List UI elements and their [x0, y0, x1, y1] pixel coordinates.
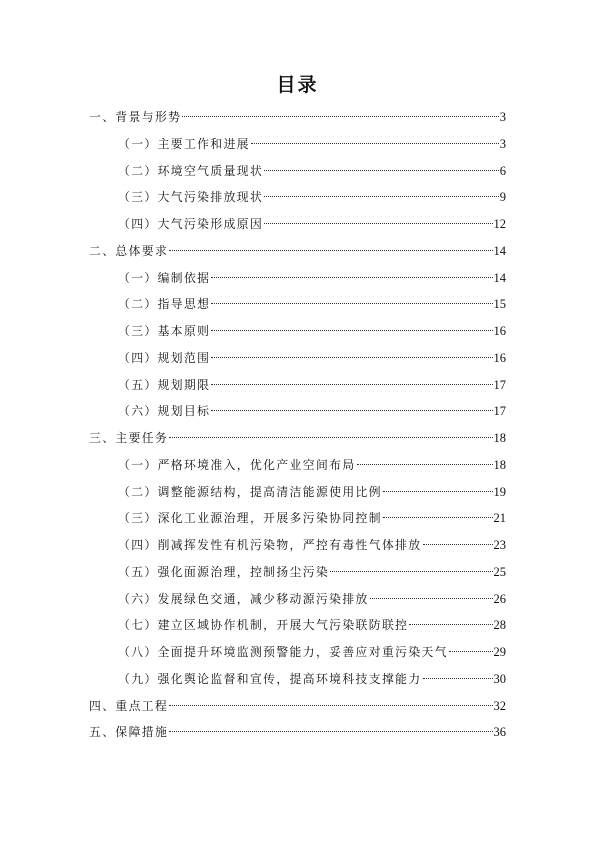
toc-entry[interactable]	[118, 586, 506, 612]
toc-entry[interactable]	[118, 131, 506, 157]
toc-dot-leader	[383, 517, 493, 518]
toc-entry-page-number: 29	[493, 645, 506, 659]
toc-entry[interactable]	[118, 291, 506, 317]
toc-dot-leader	[423, 678, 493, 679]
toc-entry-label: （一）主要工作和进展	[118, 136, 250, 151]
toc-entry-page-number: 17	[493, 377, 506, 392]
toc-entry-page-number: 32	[493, 698, 506, 713]
toc-entry[interactable]	[118, 398, 506, 424]
toc-entry[interactable]	[89, 425, 506, 451]
toc-entry[interactable]	[118, 532, 506, 558]
toc-entry-page-number: 17	[493, 404, 506, 419]
toc-entry-label: （八）全面提升环境监测预警能力，妥善应对重污染天气	[118, 645, 448, 659]
toc-entry-page-number: 15	[493, 297, 506, 312]
toc-dot-leader	[211, 384, 492, 385]
toc-entry-label: （六）发展绿色交通，减少移动源污染排放	[118, 591, 369, 606]
toc-entry-page-number: 14	[493, 243, 506, 258]
toc-entry-page-number: 36	[493, 725, 506, 740]
toc-dot-leader	[423, 544, 493, 545]
toc-dot-leader	[211, 410, 492, 411]
toc-entry-label: 五、保障措施	[89, 725, 169, 740]
toc-entry[interactable]	[118, 345, 506, 371]
toc-entry[interactable]	[118, 318, 506, 344]
toc-entry-label: （三）深化工业源治理，开展多污染协同控制	[118, 511, 382, 526]
toc-dot-leader	[211, 277, 492, 278]
page-title: 目录	[276, 74, 319, 96]
toc-entry-label: 四、重点工程	[89, 698, 169, 713]
toc-entry-label: （九）强化舆论监督和宣传，提高环境科技支撑能力	[118, 671, 422, 686]
toc-dot-leader	[251, 143, 499, 144]
toc-entry-page-number: 23	[493, 538, 506, 552]
toc-dot-leader	[409, 624, 492, 625]
toc-entry-page-number: 6	[499, 163, 506, 178]
toc-dot-leader	[211, 303, 492, 304]
toc-entry-label: （三）基本原则	[118, 324, 211, 338]
toc-entry-label: （五）规划期限	[118, 377, 211, 392]
toc-entry-page-number: 14	[493, 270, 506, 285]
toc-entry-label: （二）环境空气质量现状	[118, 163, 264, 178]
toc-entry[interactable]	[118, 265, 506, 291]
toc-entry[interactable]	[118, 559, 506, 585]
toc-entry-label: （四）削减挥发性有机污染物，严控有毒性气体排放	[118, 538, 422, 552]
toc-dot-leader	[449, 651, 493, 652]
toc-entry-page-number: 18	[493, 457, 506, 472]
toc-entry-page-number: 18	[493, 431, 506, 445]
toc-dot-leader	[211, 357, 492, 358]
toc-entry-label: （二）指导思想	[118, 297, 211, 312]
toc-entry[interactable]	[118, 612, 506, 638]
toc-entry-page-number: 26	[493, 591, 506, 606]
toc-entry-page-number: 19	[493, 484, 506, 499]
toc-entry-label: （四）大气污染形成原因	[118, 217, 264, 231]
toc-entry-page-number: 28	[493, 618, 506, 633]
toc-dot-leader	[169, 705, 492, 706]
toc-entry-label: 一、背景与形势	[89, 110, 182, 124]
toc-entry-page-number: 30	[493, 671, 506, 686]
toc-entry[interactable]	[118, 184, 506, 210]
toc-dot-leader	[264, 196, 499, 197]
toc-dot-leader	[370, 598, 493, 599]
toc-entry[interactable]	[118, 158, 506, 184]
toc-entry-label: （二）调整能源结构，提高清洁能源使用比例	[118, 484, 382, 499]
toc-entry[interactable]	[89, 693, 506, 719]
toc-entry[interactable]	[89, 238, 506, 264]
toc-dot-leader	[264, 223, 492, 224]
toc-dot-leader	[169, 731, 492, 732]
toc-dot-leader	[169, 437, 492, 438]
toc-dot-leader	[169, 250, 492, 251]
toc-dot-leader	[330, 571, 492, 572]
toc-entry[interactable]	[118, 452, 506, 478]
toc-entry[interactable]	[118, 372, 506, 398]
toc-entry-page-number: 3	[499, 136, 506, 151]
toc-entry-page-number: 9	[499, 190, 506, 205]
toc-entry-page-number: 12	[493, 217, 506, 231]
toc-entry[interactable]	[118, 639, 506, 665]
toc-entry-page-number: 16	[493, 350, 506, 365]
toc-dot-leader	[357, 464, 493, 465]
toc-entry[interactable]	[89, 104, 506, 130]
toc-entry-page-number: 16	[493, 324, 506, 338]
toc-entry[interactable]	[118, 211, 506, 237]
toc-entry-label: （一）严格环境准入，优化产业空间布局	[118, 457, 356, 472]
toc-entry-label: （七）建立区域协作机制，开展大气污染联防联控	[118, 618, 409, 633]
toc-entry-page-number: 25	[493, 564, 506, 579]
toc-entry[interactable]	[118, 479, 506, 505]
toc-entry[interactable]	[118, 666, 506, 692]
toc-entry-label: （五）强化面源治理，控制扬尘污染	[118, 564, 330, 579]
toc-entry-page-number: 3	[499, 110, 506, 124]
toc-entry-label: （三）大气污染排放现状	[118, 190, 264, 205]
toc-entry[interactable]	[89, 719, 506, 745]
toc-dot-leader	[264, 170, 499, 171]
toc-entry-label: （一）编制依据	[118, 270, 211, 285]
toc-entry-label: 二、总体要求	[89, 243, 169, 258]
toc-entry-label: （六）规划目标	[118, 404, 211, 419]
toc-entry-label: （四）规划范围	[118, 350, 211, 365]
toc-dot-leader	[383, 491, 493, 492]
toc-dot-leader	[211, 330, 492, 331]
toc-entry-label: 三、主要任务	[89, 431, 169, 445]
toc-dot-leader	[182, 116, 498, 117]
toc-entry[interactable]	[118, 505, 506, 531]
toc-entry-page-number: 21	[493, 511, 506, 526]
